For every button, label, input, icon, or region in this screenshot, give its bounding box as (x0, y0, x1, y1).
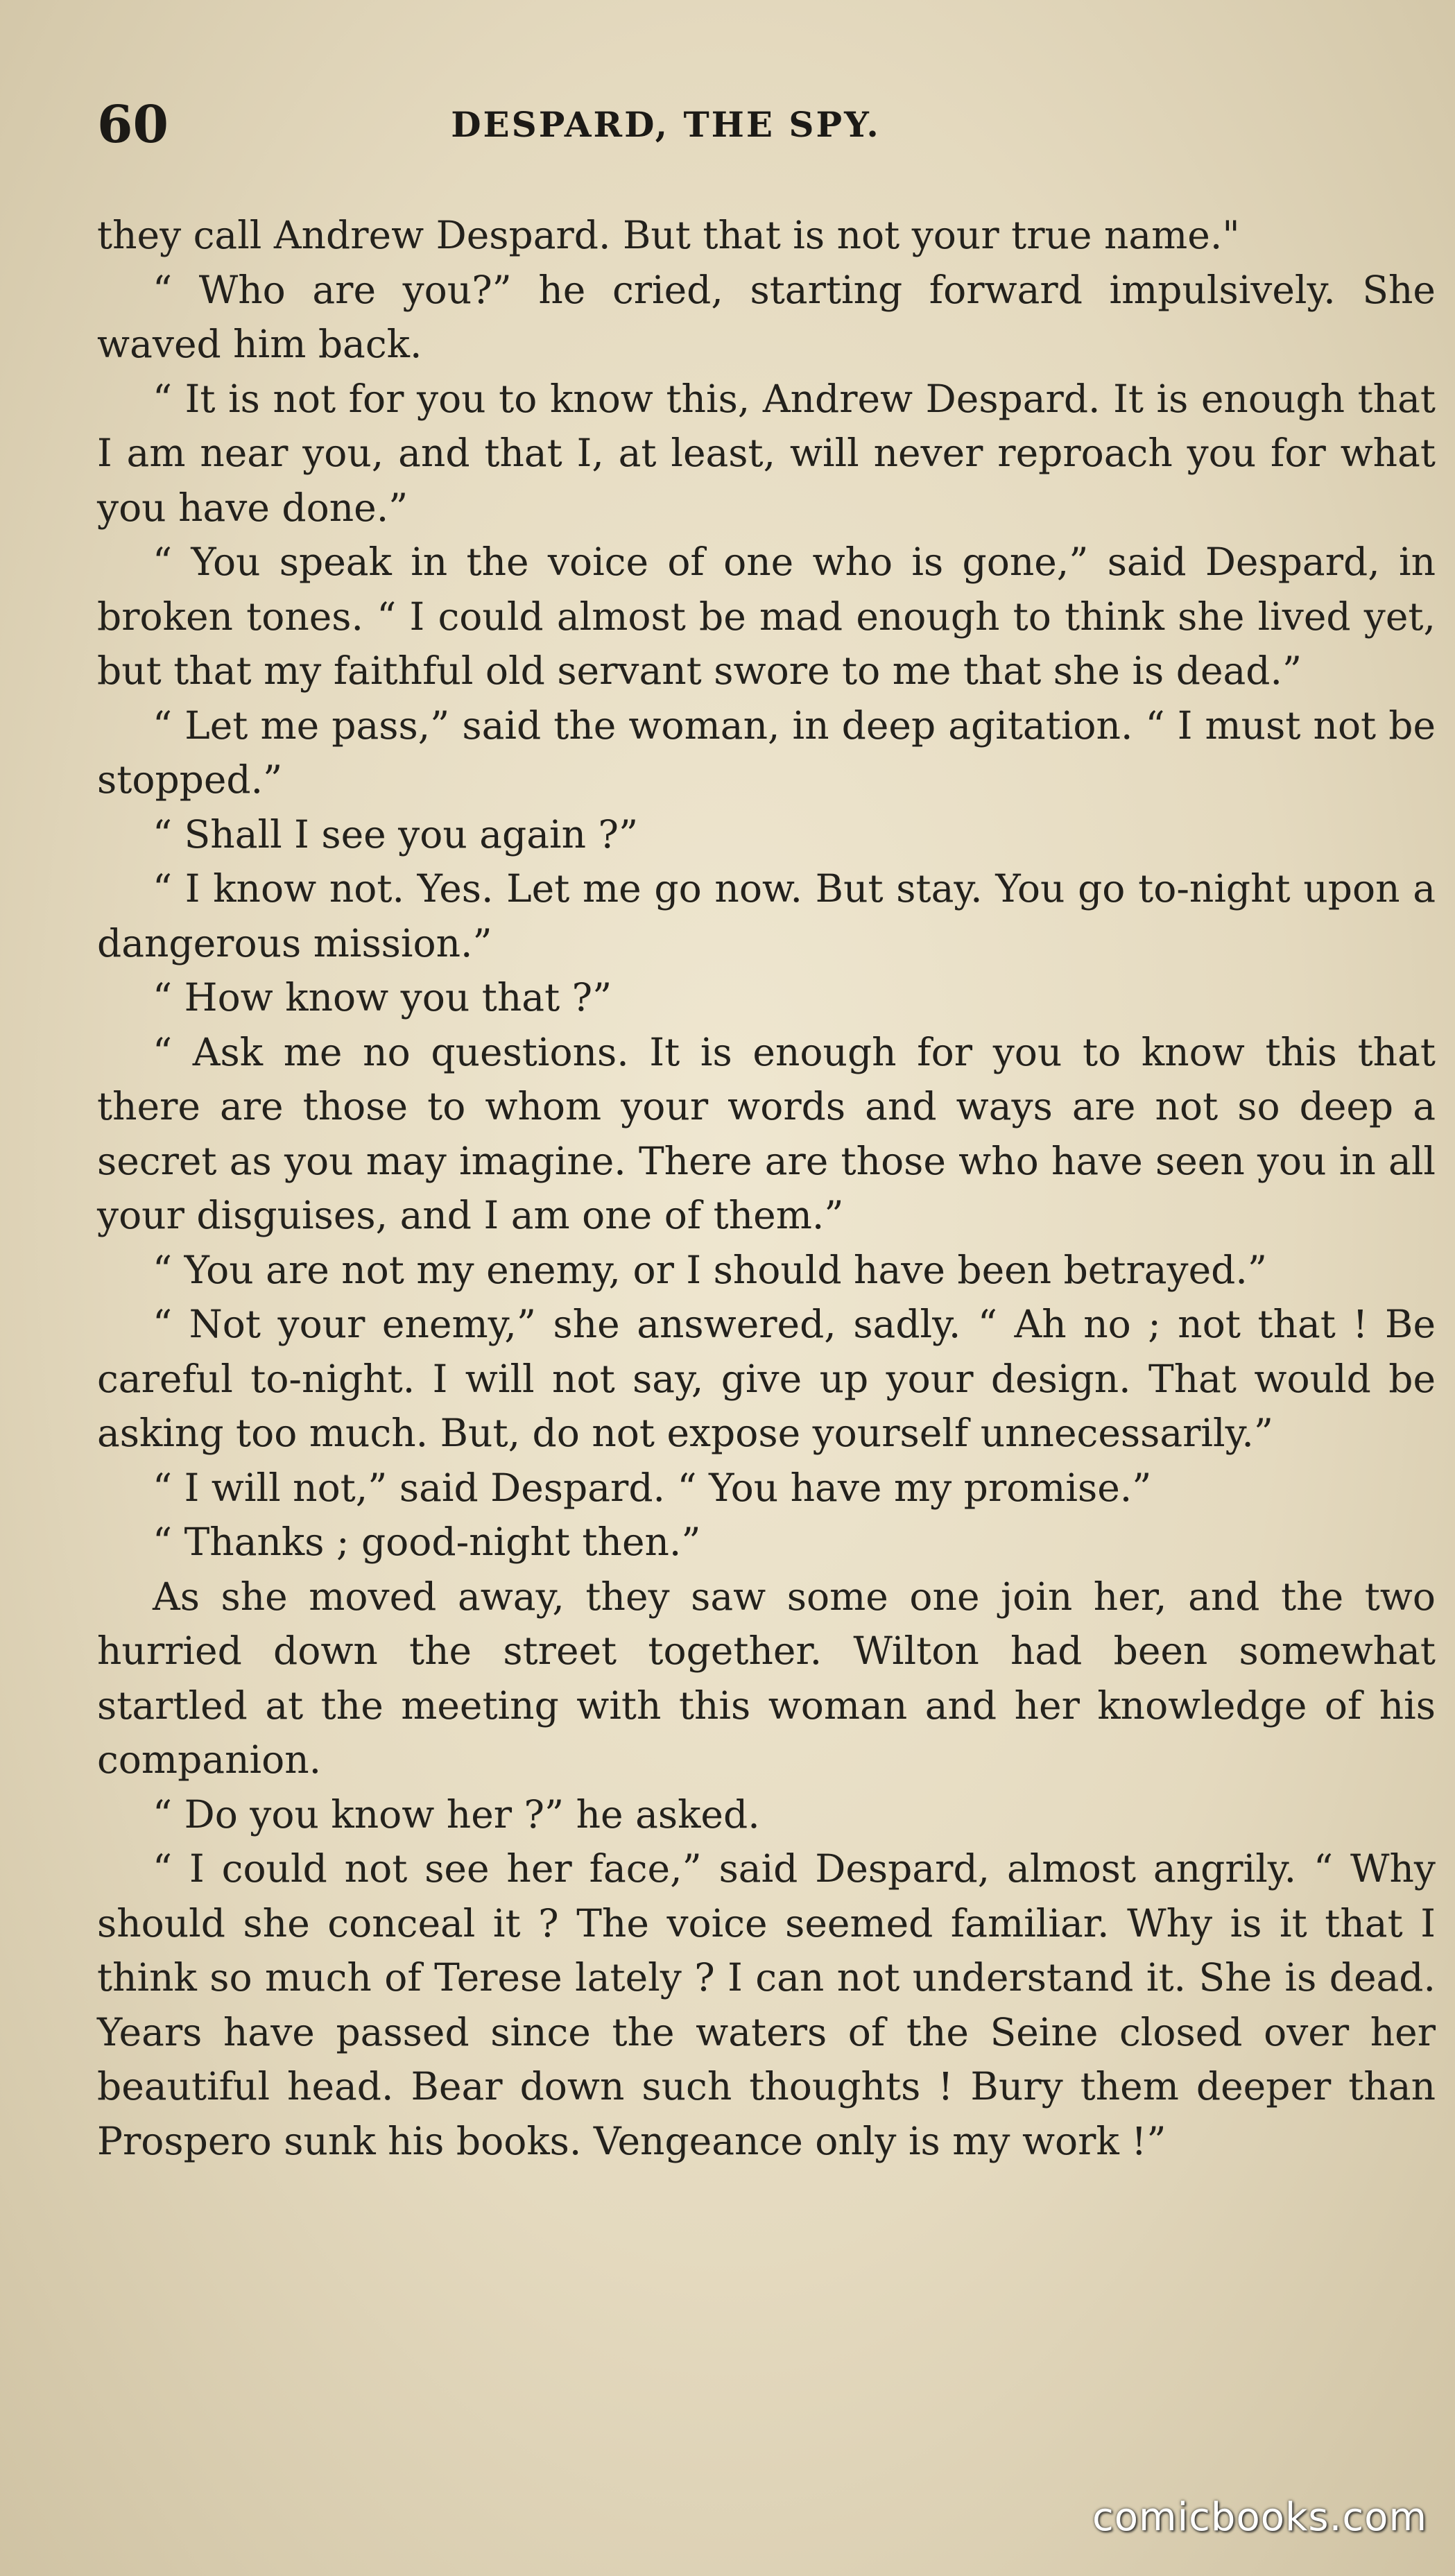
paragraph: As she moved away, they saw some one join her, and the two hurried down the street together. Wilton had been somewhat startled at the meeting with this woman and her knowledge of his companion. (97, 1574, 1436, 1782)
paragraph: “ Do you know her ?” he asked. (153, 1792, 760, 1837)
page-number: 60 (97, 95, 169, 155)
paragraph: “ Let me pass,” said the woman, in deep agitation. “ I must not be stopped.” (97, 703, 1436, 802)
paragraph: “ Thanks ; good-night then.” (153, 1520, 701, 1564)
paragraph: “ You speak in the voice of one who is gone,” said Despard, in broken tones. “ I could almost be mad enough to think she lived yet, but that my faithful old servant swore to me that she is dead.” (97, 540, 1436, 693)
paragraph: “ Ask me no questions. It is enough for you to know this that there are those to whom your words and ways are not so deep a secret as you may imagine. There are those who have seen you in all your disguises, and I am one of them.” (97, 1029, 1436, 1237)
paragraph: they call Andrew Despard. But that is not your true name." (97, 213, 1240, 257)
paragraph: “ You are not my enemy, or I should have been betrayed.” (153, 1247, 1267, 1292)
paragraph: “ I know not. Yes. Let me go now. But stay. You go to-night upon a dangerous mission.” (97, 866, 1436, 965)
paragraph: “ It is not for you to know this, Andrew Despard. It is enough that I am near you, and that I, at least, will never reproach you for what you have done.” (97, 376, 1436, 530)
watermark: comicbooks.com (1092, 2495, 1427, 2540)
paragraph: “ I could not see her face,” said Despard, almost angrily. “ Why should she conceal it ? The voice seemed familiar. Why is it that I think so much of Terese lately ? I can not understand it. She is dead. Years have passed since the waters of the Seine closed over her beautiful head. Bear down such thoughts ! Bury them deeper than Prospero sunk his books. Vengeance only is my work !” (97, 1846, 1436, 2163)
paragraph: “ How know you that ?” (153, 975, 612, 1020)
paragraph: “ Shall I see you again ?” (153, 812, 639, 857)
paragraph: “ I will not,” said Despard. “ You have my promise.” (153, 1465, 1152, 1510)
page-header (90, 94, 1436, 156)
paragraph: “ Not your enemy,” she answered, sadly. “ Ah no ; not that ! Be careful to-night. I will not say, give up your design. That would be asking too much. But, do not expose yourself unnecessarily.” (97, 1302, 1436, 1455)
body-text (97, 208, 1436, 2168)
running-title: DESPARD, THE SPY. (451, 104, 881, 145)
paragraph: “ Who are you?” he cried, starting forward impulsively. She waved him back. (97, 267, 1436, 366)
